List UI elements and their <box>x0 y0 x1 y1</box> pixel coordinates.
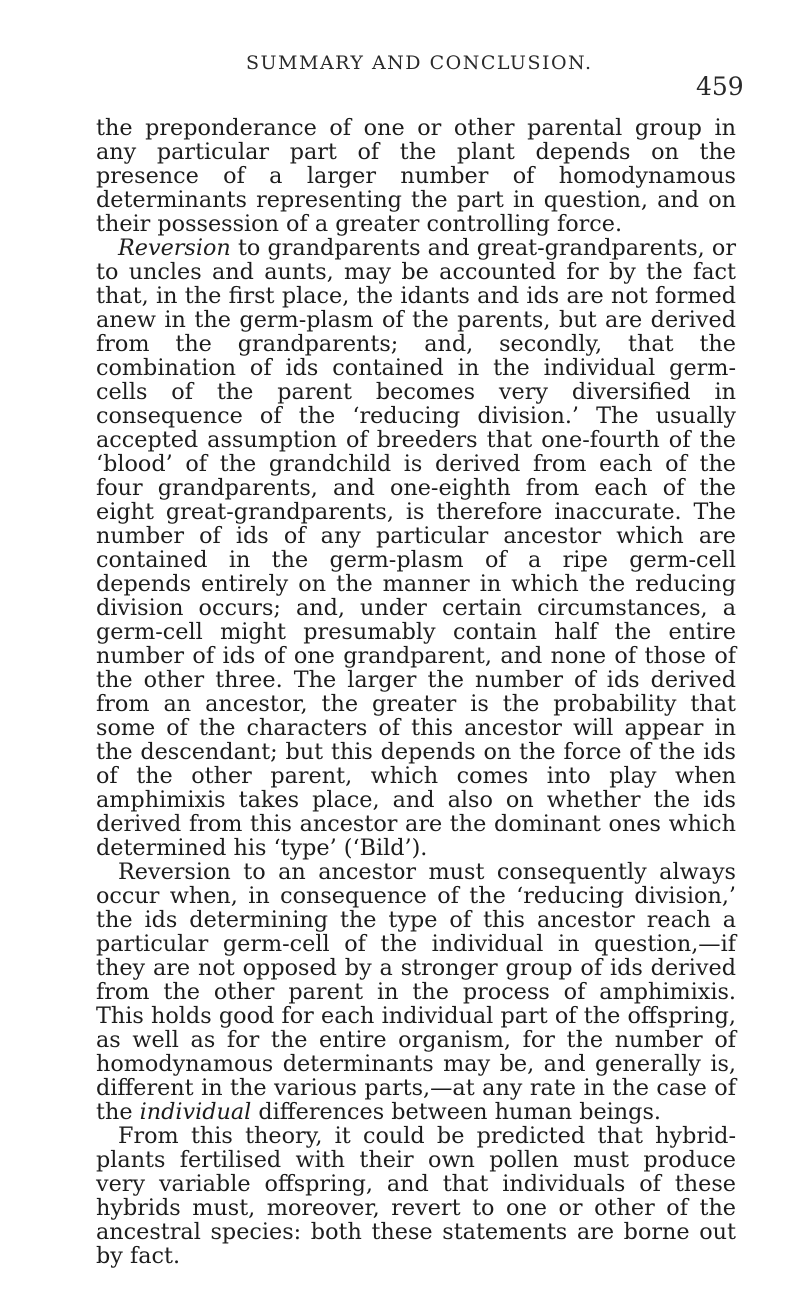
running-header <box>0 52 800 101</box>
paragraph-text: differences between human beings. <box>251 1099 661 1125</box>
body-text <box>96 116 736 1268</box>
italic-term: individual <box>139 1099 252 1125</box>
paragraph-text: to grandparents and great-grandparents, or to uncles and aunts, may be accounted for by the fact that, in the first place, the idants and ids are not formed anew in the germ-plasm of the parents, but are derived from the grandparents; and, secondly, that the combination of ids contained in the individual germ-cells of the parent becomes very diversified in consequence of the ‘reducing division.’ The usually accepted assumption of breeders that one-fourth of the ‘blood’ of the grandchild is derived from each of the four grandparents, and one-eighth from each of the eight great-grandparents, is therefore inaccurate. The number of ids of any particular ancestor which are contained in the germ-plasm of a ripe germ-cell depends entirely on the manner in which the reducing division occurs; and, under certain circumstances, a germ-cell might presumably contain half the entire number of ids of one grandparent, and none of those of the other three. The larger the number of ids derived from an ancestor, the greater is the probability that some of the characters of this ancestor will appear in the descendant; but this depends on the force of the ids of the other parent, which comes into play when amphimixis takes place, and also on whether the ids derived from this ancestor are the dominant ones which determined his ‘type’ (‘Bild’). <box>96 235 736 861</box>
paragraph-text: the preponderance of one or other parental group in any particular part of the plant depends on the presence of a larger number of homodynamous determinants representing the part in question, and on their possession of a greater controlling force. <box>96 115 736 237</box>
paragraph-reversion-ancestor <box>96 860 736 1124</box>
running-title: SUMMARY AND CONCLUSION. <box>246 52 593 74</box>
paragraph-hybrid-plants <box>96 1124 736 1268</box>
paragraph-reversion <box>96 236 736 860</box>
page-number: 459 <box>696 72 744 101</box>
paragraph-text: From this theory, it could be predicted that hybrid-plants fertilised with their own pollen must produce very variable offspring, and that individuals of these hybrids must, moreover, revert to one or other of the ancestral species: both these statements are borne out by fact. <box>96 1123 736 1269</box>
italic-term: Reversion <box>118 235 231 261</box>
paragraph-text: Reversion to an ancestor must consequently always occur when, in consequence of the ‘reducing division,’ the ids determining the type of this ancestor reach a particular germ-cell of the individual in question,—if they are not opposed by a stronger group of ids derived from the other parent in the process of amphimixis. This holds good for each individual part of the offspring, as well as for the entire organism, for the number of homodynamous determinants may be, and generally is, different in the various parts,—at any rate in the case of the <box>96 859 736 1125</box>
paragraph-preponderance <box>96 116 736 236</box>
